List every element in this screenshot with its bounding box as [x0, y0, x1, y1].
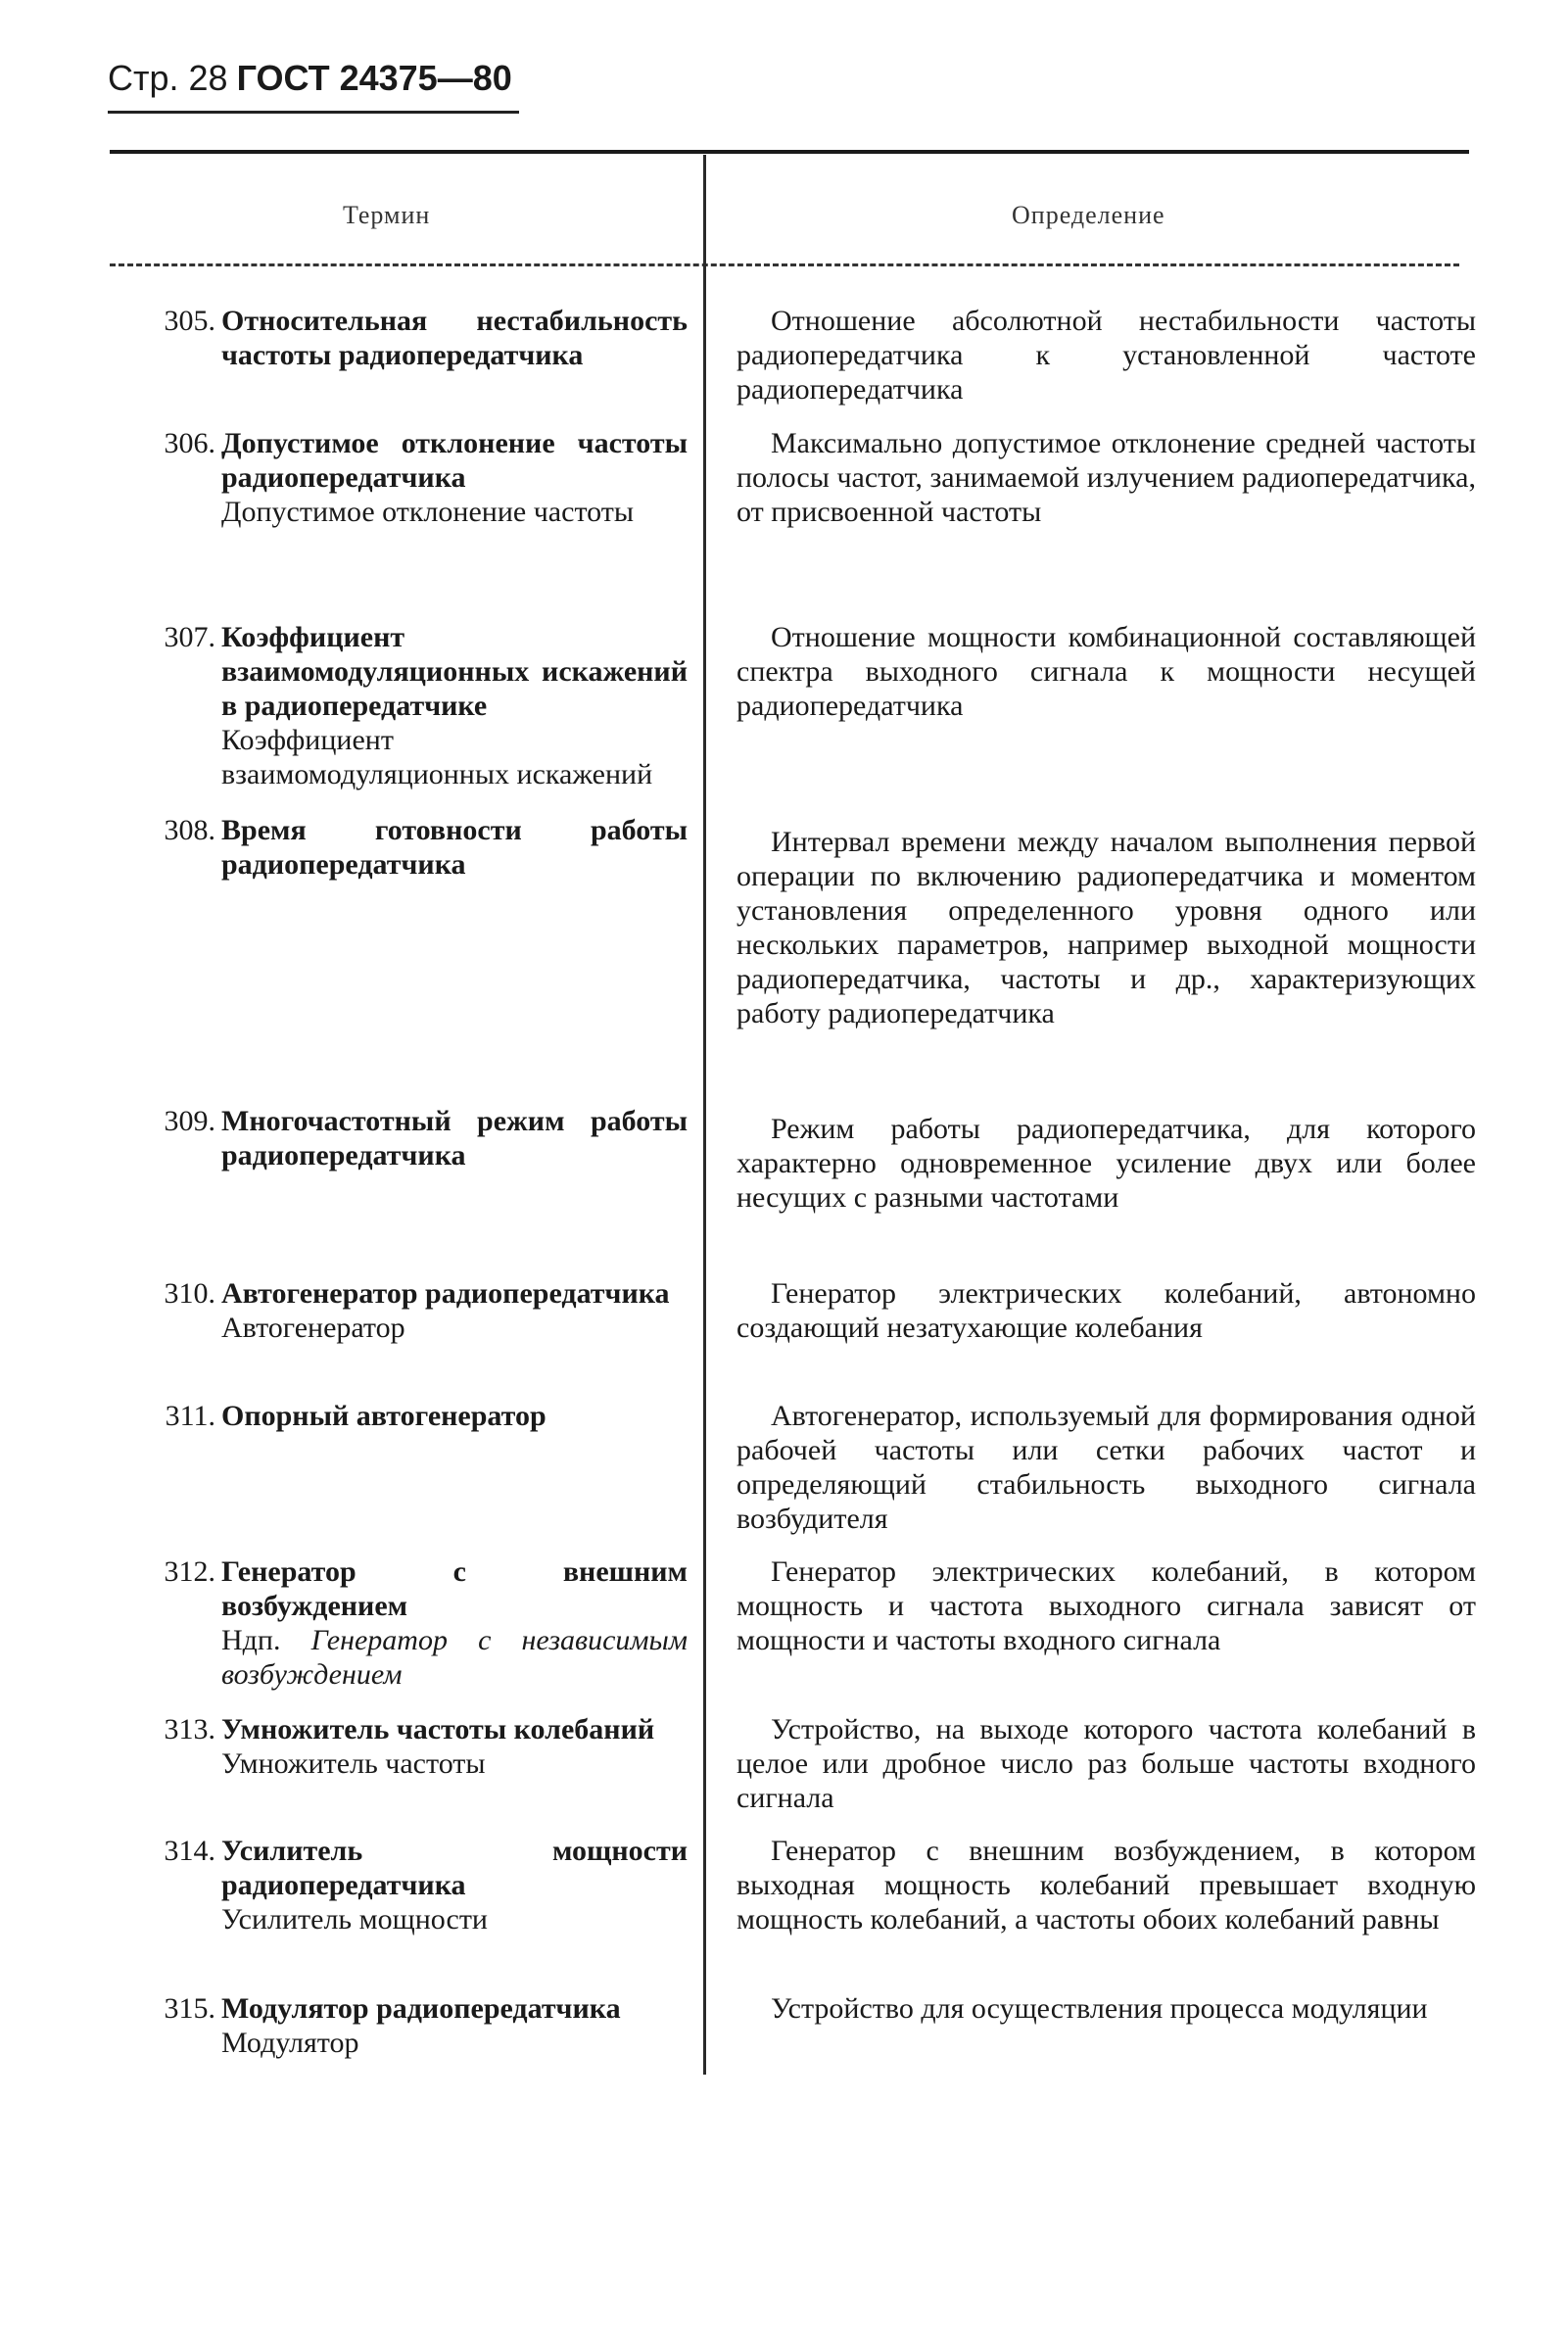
entry-number: 309.	[164, 1105, 215, 1137]
ndp-term: Генератор с независимым возбуждением	[221, 1624, 689, 1691]
definition-text: Режим работы радиопередатчика, для которого характерно одновременное усиление двух или более несущих с разными частотами	[736, 1113, 1476, 1214]
definition-cell	[736, 1276, 1476, 1345]
definition-text: Устройство, на выходе которого частота колебаний в целое или дробное число раз больше частоты входного сигнала	[736, 1713, 1476, 1814]
definition-cell	[736, 1991, 1476, 2026]
definition-text: Интервал времени между началом выполнения первой операции по включению радиопередатчика и моментом установления определенного уровня одного или нескольких параметров, например выходной мощности радиопередатчика, частоты и др., характеризующих работу радиопередатчика	[736, 826, 1476, 1029]
term-short: Допустимое отклонение частоты	[221, 496, 635, 528]
term-short: Усилитель мощности	[221, 1903, 488, 1936]
definition-text: Автогенератор, используемый для формирования одной рабочей частоты или сетки рабочих частот и определяющий стабильность выходного сигнала возбудителя	[736, 1400, 1476, 1535]
definition-cell	[736, 1554, 1476, 1657]
term-bold: Автогенератор радиопередатчика	[221, 1277, 670, 1310]
term-cell	[221, 1276, 688, 1345]
term-bold: Относительная нестабильность частоты радиопередатчика	[221, 305, 688, 371]
definition-cell	[736, 1112, 1476, 1215]
term-bold: Генератор с внешним возбуждением	[221, 1555, 688, 1622]
entry-number: 315.	[164, 1992, 215, 2025]
term-deprecated	[221, 1623, 688, 1692]
definition-cell	[736, 620, 1476, 723]
term-cell	[221, 1991, 688, 2060]
entry-number: 306.	[164, 427, 215, 459]
entry-number: 308.	[164, 814, 215, 846]
entry-number: 311.	[165, 1400, 215, 1432]
term-cell	[221, 426, 688, 529]
definition-cell	[736, 1834, 1476, 1936]
column-divider	[703, 155, 706, 2075]
term-short: Автогенератор	[221, 1312, 405, 1344]
table-top-rule	[110, 150, 1469, 154]
term-bold: Коэффициент взаимомодуляционных искажений в радиопередатчике	[221, 621, 688, 722]
definition-cell	[736, 1399, 1476, 1536]
entry-number: 305.	[164, 305, 215, 337]
definition-text: Генератор электрических колебаний, в котором мощность и частота выходного сигнала зависят от мощности и частоты входного сигнала	[736, 1555, 1476, 1656]
term-cell	[221, 1834, 688, 1936]
term-short: Модулятор	[221, 2027, 359, 2059]
term-cell	[221, 1712, 688, 1781]
term-bold: Умножитель частоты колебаний	[221, 1713, 655, 1745]
term-cell	[221, 1104, 688, 1172]
entry-number: 313.	[164, 1713, 215, 1745]
definition-cell	[736, 304, 1476, 406]
term-cell	[221, 620, 688, 791]
column-header-definition: Определение	[1012, 201, 1165, 229]
entry-number: 314.	[164, 1835, 215, 1867]
term-bold: Допустимое отклонение частоты радиопередатчика	[221, 427, 688, 494]
term-cell	[221, 304, 688, 372]
term-cell	[221, 1399, 688, 1433]
term-cell	[221, 1554, 688, 1692]
header-underline	[108, 111, 519, 114]
header-separator-rule	[110, 263, 1459, 266]
definition-text: Максимально допустимое отклонение средней частоты полосы частот, занимаемой излучением радиопередатчика, от присвоенной частоты	[736, 427, 1476, 528]
entry-number: 310.	[164, 1277, 215, 1310]
definition-text: Устройство для осуществления процесса модуляции	[771, 1992, 1428, 2025]
term-bold: Опорный автогенератор	[221, 1400, 546, 1432]
term-bold: Модулятор радиопередатчика	[221, 1992, 621, 2025]
ndp-label: Ндп.	[221, 1624, 281, 1656]
definition-text: Отношение абсолютной нестабильности частоты радиопередатчика к установленной частоте радиопередатчика	[736, 305, 1476, 406]
term-bold: Время готовности работы радиопередатчика	[221, 814, 688, 881]
definition-cell	[736, 426, 1476, 529]
term-cell	[221, 813, 688, 882]
page-header	[108, 58, 512, 98]
definition-text: Отношение мощности комбинационной составляющей спектра выходного сигнала к мощности несущей радиопередатчика	[736, 621, 1476, 722]
entry-number: 312.	[164, 1555, 215, 1588]
term-bold: Усилитель мощности радиопередатчика	[221, 1835, 688, 1901]
column-header-term: Термин	[343, 201, 431, 229]
definition-cell	[736, 1712, 1476, 1815]
definition-cell	[736, 825, 1476, 1030]
term-bold: Многочастотный режим работы радиопередатчика	[221, 1105, 688, 1171]
standard-id: ГОСТ 24375—80	[236, 58, 512, 98]
entry-number: 307.	[164, 621, 215, 653]
page-number: Стр. 28	[108, 58, 228, 98]
definition-text: Генератор электрических колебаний, автономно создающий незатухающие колебания	[736, 1277, 1476, 1344]
term-short: Коэффициент взаимомодуляционных искажений	[221, 724, 653, 790]
definition-text: Генератор с внешним возбуждением, в котором выходная мощность колебаний превышает входную мощность колебаний, а частоты обоих колебаний равны	[736, 1835, 1476, 1936]
term-short: Умножитель частоты	[221, 1747, 486, 1780]
